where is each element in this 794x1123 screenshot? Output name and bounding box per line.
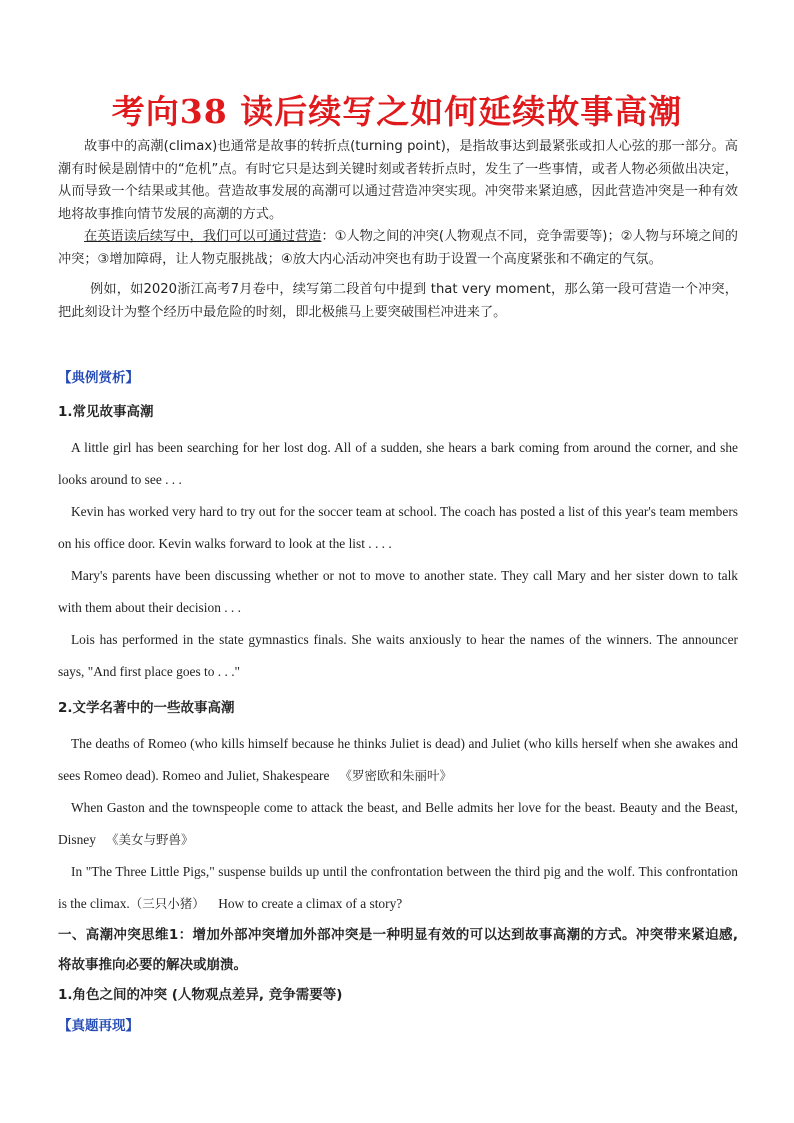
intro-paragraph-2-rest: ：①人物之间的冲突(人物观点不同，竞争需要等)；②人物与环境之间的冲突；③增加障碍，让人物克服挑战；④放大内心活动冲突也有助于设置一个高度紧张和不确定的气氛。 xyxy=(58,229,738,267)
examples-heading: 【典例赏析】 xyxy=(58,370,139,386)
main-content xyxy=(58,368,738,1036)
underlined-text: 在英语读后续写中，我们可以可通过营造 xyxy=(84,229,322,244)
literature-item-cn: （三只小猪） xyxy=(129,896,205,911)
real-exam-heading: 【真题再现】 xyxy=(58,1018,139,1034)
literature-item-tail: How to create a climax of a story? xyxy=(218,896,403,911)
literature-item-text: When Gaston and the townspeople come to attack the beast, and Belle admits her love for the beast. Beauty and the Beast, Disney xyxy=(58,800,738,847)
part1-heading: 一、高潮冲突思维1：增加外部冲突增加外部冲突是一种明显有效的可以达到故事高潮的方式。冲突带来紧迫感, 将故事推向必要的解决或崩溃。 xyxy=(58,927,738,973)
page-title: 考向38 读后续写之如何延续故事高潮 xyxy=(111,92,683,131)
example-item: Kevin has worked very hard to try out for the soccer team at school. The coach has posted a list of this year's team members on his office door. Kevin walks forward to look at the list . . . . xyxy=(58,504,738,551)
literature-item-text: The deaths of Romeo (who kills himself because he thinks Juliet is dead) and Juliet (who kills herself when she awakes and sees Romeo dead). Romeo and Juliet, Shakespeare xyxy=(58,736,738,783)
section2-heading: 2.文学名著中的一些故事高潮 xyxy=(58,700,235,716)
example-item: Lois has performed in the state gymnastics finals. She waits anxiously to hear the names of the winners. The announcer says, "And first place goes to . . ." xyxy=(58,632,738,679)
literature-item xyxy=(58,792,738,856)
literature-item xyxy=(58,728,738,792)
intro-paragraph-3: 例如，如2020浙江高考7月卷中，续写第二段首句中提到 that very moment，那么第一段可营造一个冲突，把此刻设计为整个经历中最危险的时刻，即北极熊马上要突破围栏冲进来了。 xyxy=(58,282,738,320)
intro-section xyxy=(58,136,738,324)
literature-item-cn: 《美女与野兽》 xyxy=(105,832,194,847)
example-item: Mary's parents have been discussing whether or not to move to another state. They call Mary and her sister down to talk with them about their decision . . . xyxy=(58,568,738,615)
example-item: A little girl has been searching for her lost dog. All of a sudden, she hears a bark coming from around the corner, and she looks around to see . . . xyxy=(58,440,738,487)
part1-subheading: 1.角色之间的冲突 (人物观点差异, 竞争需要等) xyxy=(58,987,343,1003)
section1-heading: 1.常见故事高潮 xyxy=(58,404,154,420)
intro-paragraph-1: 故事中的高潮(climax)也通常是故事的转折点(turning point)，是指故事达到最紧张或扣人心弦的那一部分。高潮有时候是剧情中的“危机”点。有时它只是达到关键时刻或者转折点时，发生了一些事情，或者人物必须做出决定，从而导致一个结果或其他。营造故事发展的高潮可以通过营造冲突实现。冲突带来紧迫感，因此营造冲突是一种有效地将故事推向情节发展的高潮的方式。 xyxy=(58,139,738,222)
intro-paragraph-2 xyxy=(58,226,738,271)
literature-item-cn: 《罗密欧和朱丽叶》 xyxy=(339,768,453,783)
literature-item-text: In "The Three Little Pigs," suspense builds up until the confrontation between the third pig and the wolf. This confrontation is the climax. xyxy=(58,864,738,911)
literature-item xyxy=(58,856,738,920)
